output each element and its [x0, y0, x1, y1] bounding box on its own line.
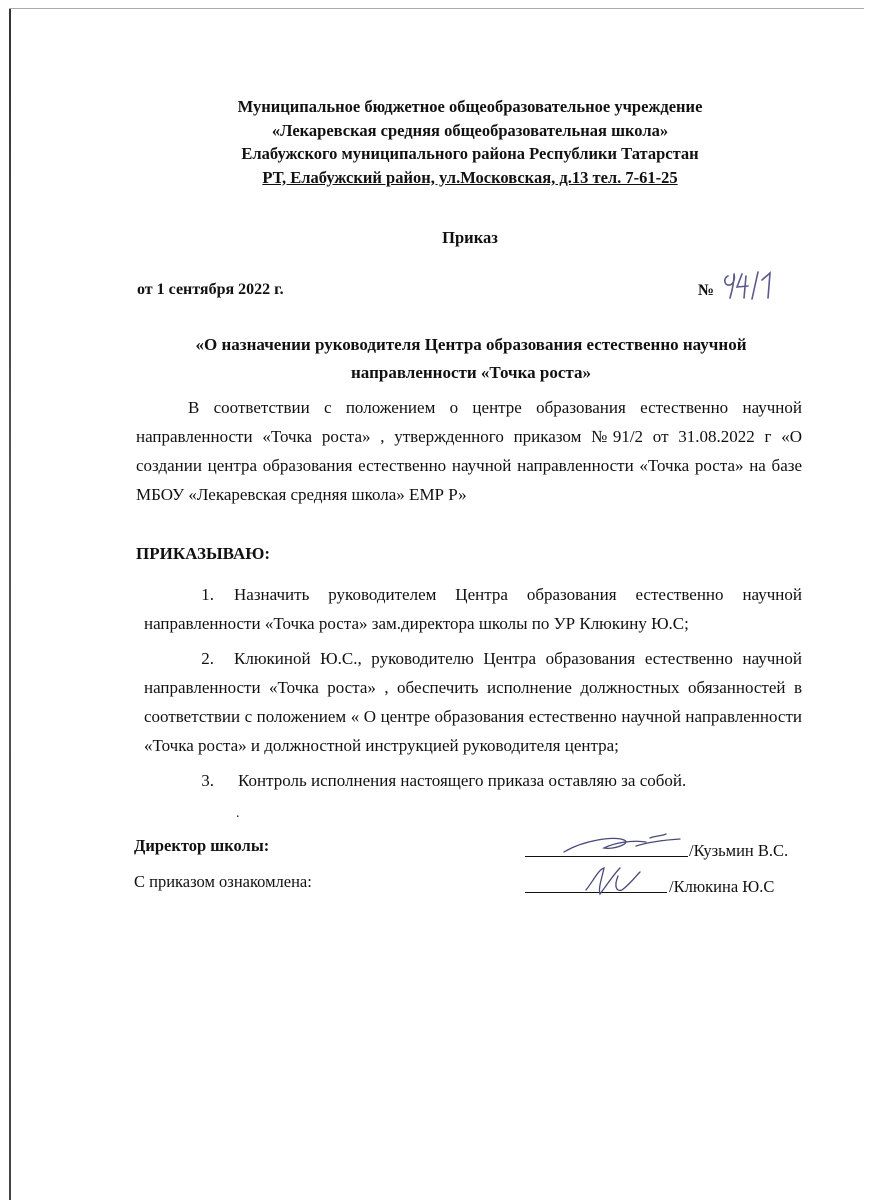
order-items-list	[144, 580, 802, 801]
item-number: 3.	[201, 771, 214, 790]
document-title: Приказ	[442, 228, 498, 247]
org-name-line1: Муниципальное бюджетное общеобразовательное учреждение	[237, 97, 703, 116]
preamble-paragraph: В соответствии с положением о центре образования естественно научной направленности «Точка роста» , утвержденного приказом №91/2 от 31.08.2022 г «О создании центра образования естественно научной направленности «Точка роста» на базе МБОУ «Лекаревская средняя школа» ЕМР Р»	[136, 398, 802, 504]
order-heading: ПРИКАЗЫВАЮ:	[136, 544, 271, 563]
item-number: 1.	[201, 585, 214, 604]
director-label: Директор школы:	[134, 836, 270, 855]
order-item	[144, 644, 802, 760]
handwritten-number	[722, 268, 786, 300]
order-item	[144, 766, 802, 795]
subject-line-2: направленности «Точка роста»	[351, 363, 591, 382]
letterhead	[140, 95, 800, 189]
stray-mark: .	[236, 806, 240, 821]
order-date: от 1 сентября 2022 г.	[137, 281, 284, 298]
org-name-line2: «Лекаревская средняя общеобразовательная школа»	[271, 120, 669, 140]
order-item	[144, 580, 802, 638]
subject-line-1: «О назначении руководителя Центра образования естественно научной	[195, 335, 747, 354]
item-text: Назначить руководителем Центра образования естественно научной направленности «Точка роста» зам.директора школы по УР Клюкину Ю.С;	[144, 585, 802, 633]
acquainted-name: /Клюкина Ю.С	[669, 877, 775, 896]
item-text: Клюкиной Ю.С., руководителю Центра образования естественно научной направленности «Точка роста» , обеспечить исполнение должностных обязанностей в соответствии с положением « О центре образования естественно научной направленности «Точка роста» и должностной инструкцией руководителя центра;	[144, 649, 802, 755]
order-number	[698, 268, 786, 300]
org-address-line: РТ, Елабужский район, ул.Московская, д.13 тел. 7-61-25	[262, 167, 678, 187]
acquainted-signature	[574, 860, 654, 900]
order-subject	[140, 331, 802, 387]
director-name: /Кузьмин В.С.	[689, 841, 789, 860]
item-text: Контроль исполнения настоящего приказа оставляю за собой.	[238, 771, 687, 790]
page-edge-shadow	[9, 8, 11, 1200]
item-number: 2.	[201, 649, 214, 668]
org-region-line: Елабужского муниципального района Республики Татарстан	[241, 144, 699, 163]
page-top-edge	[9, 8, 864, 9]
number-label: №	[698, 282, 715, 299]
acquainted-label: С приказом ознакомлена:	[134, 872, 312, 891]
director-signature	[554, 830, 684, 860]
